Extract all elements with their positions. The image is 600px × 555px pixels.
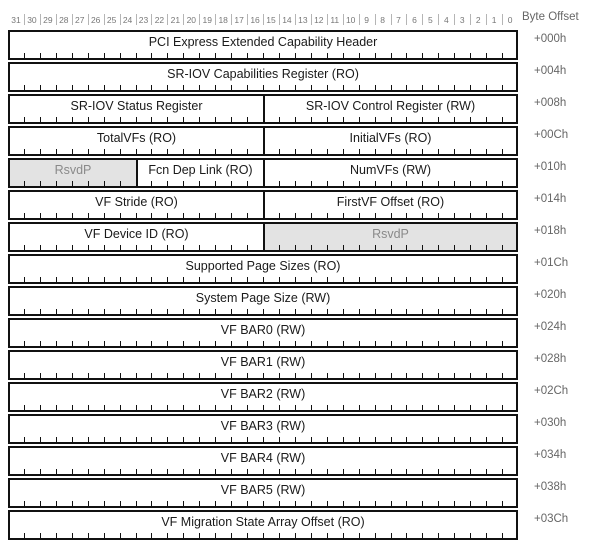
byte-offset-header: Byte Offset xyxy=(522,11,579,23)
register-row xyxy=(8,254,518,284)
field-label: SR-IOV Capabilities Register (RO) xyxy=(167,67,359,81)
field-label: VF BAR2 (RW) xyxy=(220,387,306,401)
bit-number: 15 xyxy=(266,15,276,25)
register-field xyxy=(263,126,518,156)
register-field xyxy=(263,190,518,220)
bit-number: 23 xyxy=(138,15,149,25)
bit-separator xyxy=(199,14,200,25)
byte-offset-label: +008h xyxy=(534,97,567,109)
bit-separator xyxy=(279,14,280,25)
bit-number: 29 xyxy=(43,15,53,25)
reserved-field xyxy=(263,222,518,252)
register-map xyxy=(8,30,518,540)
bit-number: 19 xyxy=(202,15,212,25)
field-label: System Page Size (RW) xyxy=(195,291,331,305)
field-label: VF BAR1 (RW) xyxy=(220,355,306,369)
register-row xyxy=(8,286,518,316)
bit-number: 5 xyxy=(428,15,433,25)
field-label: VF BAR5 (RW) xyxy=(220,483,306,497)
register-field xyxy=(8,510,518,540)
register-field xyxy=(8,318,518,348)
byte-offset-label: +038h xyxy=(534,481,567,493)
register-field xyxy=(8,478,518,508)
register-row xyxy=(8,478,518,508)
bit-number: 18 xyxy=(218,15,228,25)
bit-separator xyxy=(151,14,152,25)
bit-separator xyxy=(422,14,423,25)
bit-number: 21 xyxy=(170,15,181,25)
byte-offset-label: +01Ch xyxy=(534,257,569,269)
field-label: RsvdP xyxy=(372,227,409,241)
bit-number: 6 xyxy=(412,15,417,25)
byte-offset-label: +024h xyxy=(534,321,567,333)
field-label: NumVFs (RW) xyxy=(349,163,431,177)
field-label: FirstVF Offset (RO) xyxy=(336,195,445,209)
bit-number: 1 xyxy=(491,15,497,25)
bit-number: 24 xyxy=(122,15,133,25)
register-row xyxy=(8,30,518,60)
bit-separator xyxy=(343,14,344,25)
field-label: VF BAR3 (RW) xyxy=(220,419,306,433)
register-field xyxy=(8,286,518,316)
register-field xyxy=(8,30,518,60)
bit-separator xyxy=(120,14,121,25)
bit-separator xyxy=(263,14,264,25)
byte-offset-label: +028h xyxy=(534,353,567,365)
field-label: VF Migration State Array Offset (RO) xyxy=(161,515,365,529)
field-label: Fcn Dep Link (RO) xyxy=(148,163,253,177)
register-field xyxy=(263,94,518,124)
byte-offset-label: +030h xyxy=(534,417,567,429)
byte-offset-label: +010h xyxy=(534,161,567,173)
bit-number: 17 xyxy=(234,15,244,25)
byte-offset-label: +00Ch xyxy=(534,129,569,141)
register-row xyxy=(8,158,518,188)
register-field xyxy=(8,94,265,124)
field-label: VF BAR0 (RW) xyxy=(220,323,306,337)
register-row xyxy=(8,222,518,252)
bit-separator xyxy=(215,14,216,25)
field-label: Supported Page Sizes (RO) xyxy=(185,259,341,273)
bit-separator xyxy=(375,14,376,25)
register-field xyxy=(8,446,518,476)
register-row xyxy=(8,190,518,220)
field-label: PCI Express Extended Capability Header xyxy=(148,35,378,49)
bit-number: 2 xyxy=(475,15,481,25)
bit-number: 13 xyxy=(298,15,308,25)
byte-offset-label: +018h xyxy=(534,225,567,237)
register-field xyxy=(8,62,518,92)
field-label: VF BAR4 (RW) xyxy=(220,451,306,465)
bit-separator xyxy=(327,14,328,25)
register-field xyxy=(263,158,518,188)
register-field xyxy=(8,382,518,412)
bit-separator xyxy=(136,14,137,25)
byte-offset-label: +02Ch xyxy=(534,385,569,397)
bit-number: 25 xyxy=(106,15,117,25)
bit-number: 8 xyxy=(380,15,385,25)
bit-number: 14 xyxy=(282,15,292,25)
bit-separator xyxy=(391,14,392,25)
bit-separator xyxy=(438,14,439,25)
bit-number: 26 xyxy=(90,15,101,25)
register-row xyxy=(8,318,518,348)
bit-separator xyxy=(88,14,89,25)
field-label: VF Stride (RO) xyxy=(95,195,178,209)
bit-separator xyxy=(311,14,312,25)
register-field xyxy=(8,254,518,284)
bit-number: 22 xyxy=(154,15,165,25)
reserved-field xyxy=(8,158,138,188)
bit-separator xyxy=(406,14,407,25)
register-field xyxy=(8,414,518,444)
bit-separator xyxy=(295,14,296,25)
register-row xyxy=(8,126,518,156)
register-field xyxy=(136,158,265,188)
register-field xyxy=(8,222,265,252)
bit-separator xyxy=(40,14,41,25)
bit-separator xyxy=(183,14,184,25)
bit-number: 11 xyxy=(330,15,340,25)
byte-offset-label: +034h xyxy=(534,449,567,461)
byte-offset-label: +020h xyxy=(534,289,567,301)
register-row xyxy=(8,62,518,92)
register-row xyxy=(8,350,518,380)
bit-number: 28 xyxy=(59,15,69,25)
field-label: VF Device ID (RO) xyxy=(84,227,189,241)
bit-separator xyxy=(167,14,168,25)
bit-number: 12 xyxy=(314,15,324,25)
bit-separator xyxy=(486,14,487,25)
bit-number: 31 xyxy=(11,15,21,25)
bit-separator xyxy=(24,14,25,25)
bit-separator xyxy=(231,14,232,25)
register-field xyxy=(8,126,265,156)
byte-offset-label: +03Ch xyxy=(534,513,569,525)
bit-number: 20 xyxy=(186,15,197,25)
register-field xyxy=(8,190,265,220)
bit-number: 0 xyxy=(507,15,513,25)
bit-separator xyxy=(104,14,105,25)
byte-offset-label: +014h xyxy=(534,193,567,205)
byte-offset-label: +004h xyxy=(534,65,567,77)
bit-number: 27 xyxy=(75,15,85,25)
register-row xyxy=(8,382,518,412)
bit-number: 30 xyxy=(27,15,37,25)
bit-number-ruler xyxy=(8,12,518,28)
register-row xyxy=(8,94,518,124)
field-label: SR-IOV Status Register xyxy=(70,99,203,113)
field-label: InitialVFs (RO) xyxy=(349,131,432,145)
register-row xyxy=(8,414,518,444)
field-label: SR-IOV Control Register (RW) xyxy=(305,99,476,113)
field-label: TotalVFs (RO) xyxy=(96,131,177,145)
bit-separator xyxy=(56,14,57,25)
bit-separator xyxy=(470,14,471,25)
byte-offset-label: +000h xyxy=(534,33,567,45)
bit-number: 10 xyxy=(345,15,356,25)
bit-separator xyxy=(359,14,360,25)
bit-separator xyxy=(502,14,503,25)
bit-separator xyxy=(454,14,455,25)
bit-separator xyxy=(72,14,73,25)
bit-number: 16 xyxy=(250,15,260,25)
bit-number: 4 xyxy=(443,15,449,25)
register-row xyxy=(8,446,518,476)
register-field xyxy=(8,350,518,380)
bit-number: 9 xyxy=(364,15,369,25)
bit-number: 7 xyxy=(396,15,401,25)
register-row xyxy=(8,510,518,540)
bit-separator xyxy=(247,14,248,25)
field-label: RsvdP xyxy=(54,163,92,177)
bit-number: 3 xyxy=(459,15,465,25)
